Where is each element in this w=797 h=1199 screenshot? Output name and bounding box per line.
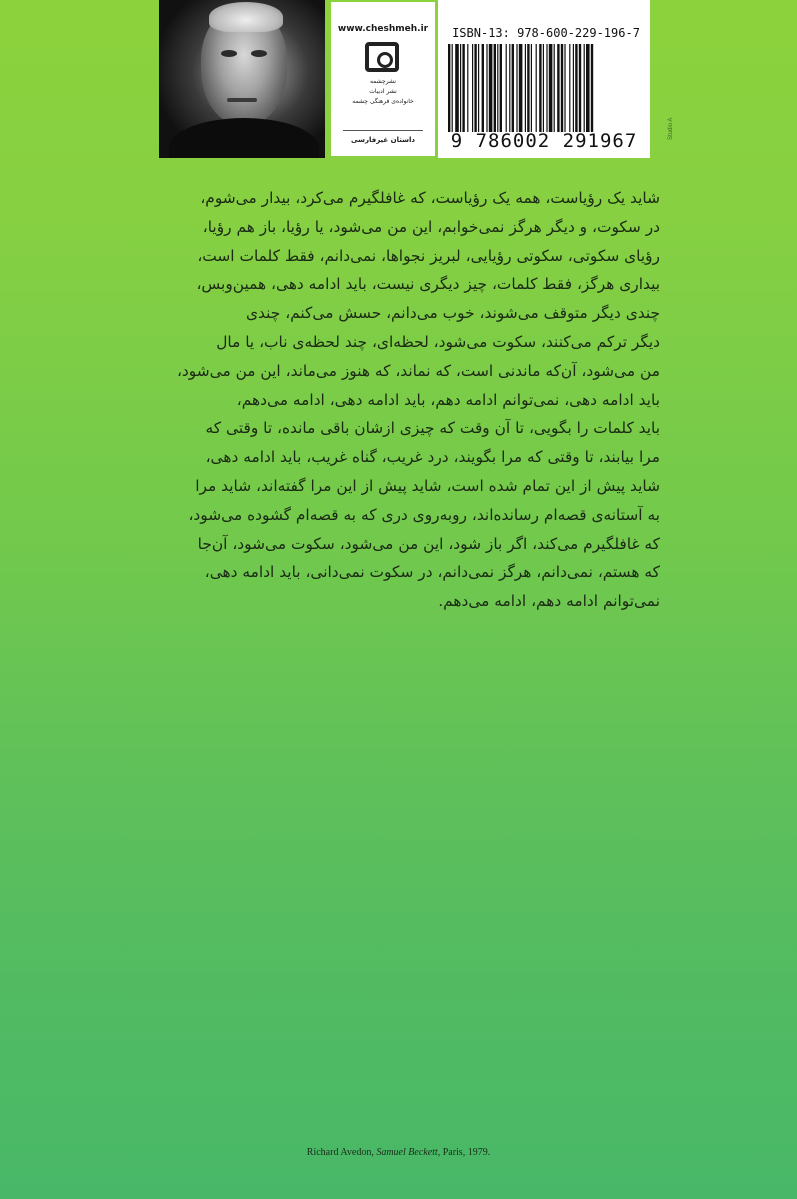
barcode-bar xyxy=(525,44,526,132)
barcode-bar xyxy=(554,44,555,132)
barcode-bar xyxy=(472,44,473,132)
excerpt-line: که غافلگیرم می‌کند، اگر باز شود، این من می‌شود، سکوت می‌شود، آن‌جا xyxy=(197,534,660,553)
excerpt-line: رؤیای سکوتی، سکوتی رؤیایی، لبریز نجواها، نمی‌دانم، فقط کلمات است، xyxy=(197,246,660,265)
barcode-bar xyxy=(489,44,493,132)
publisher-url: www.cheshmeh.ir xyxy=(337,24,429,34)
isbn-label: ISBN-13: 978-600-229-196-7 xyxy=(452,26,640,40)
barcode-bar xyxy=(486,44,487,132)
excerpt-line: مرا بیابند، تا وقتی که مرا بگویند، درد غریب، گناه غریب، باید ادامه دهی، xyxy=(205,448,660,467)
back-cover-excerpt xyxy=(150,184,660,616)
barcode-bar xyxy=(564,44,565,132)
publisher-genre: داستان غیرفارسی xyxy=(351,136,415,144)
barcode-bar xyxy=(531,44,532,132)
excerpt-line: که هستم، نمی‌دانم، هرگز نمی‌دانم، در سکوت نمی‌دانی، باید ادامه دهی، xyxy=(204,563,660,582)
excerpt-line: شاید پیش از این تمام شده است، شاید پیش از این مرا گفته‌اند، شاید مرا xyxy=(195,476,660,495)
photo-credit-place-date: , Paris, 1979. xyxy=(437,1147,491,1158)
barcode-bar xyxy=(516,44,517,132)
barcode-bar xyxy=(546,44,547,132)
barcode-bars xyxy=(448,44,638,132)
portrait-hair xyxy=(209,2,283,32)
barcode-bar xyxy=(579,44,581,132)
barcode-bar xyxy=(509,44,510,132)
author-portrait-photo xyxy=(159,0,325,158)
portrait-eye-left xyxy=(221,50,237,57)
barcode-bar xyxy=(452,44,453,132)
barcode-bar xyxy=(462,44,464,132)
excerpt-line: دیگر ترکم می‌کنند، سکوت می‌شود، لحظه‌ای، چند لحظه‌ی ناب، یا مال xyxy=(216,332,660,351)
barcode-bar xyxy=(543,44,544,132)
barcode-bar xyxy=(478,44,479,132)
barcode-bar xyxy=(474,44,476,132)
photo-credit-title: Samuel Beckett xyxy=(376,1147,438,1158)
barcode-bar xyxy=(539,44,541,132)
photo-credit-photographer: Richard Avedon, xyxy=(306,1147,377,1158)
barcode-bar xyxy=(467,44,468,132)
publisher-logo-panel xyxy=(331,2,435,156)
excerpt-line: باید کلمات را بگویی، تا آن وقت که چیزی ازشان باقی مانده، تا وقتی که xyxy=(205,419,660,438)
portrait-shoulders xyxy=(169,118,319,158)
barcode-bar xyxy=(455,44,459,132)
portrait-mouth xyxy=(227,98,257,102)
barcode-bar xyxy=(482,44,484,132)
barcode-bar xyxy=(586,44,590,132)
publisher-line-2: نشر ادبیات xyxy=(369,88,397,95)
publisher-line-3: خانواده‌ی فرهنگی چشمه xyxy=(352,98,414,105)
excerpt-line: من می‌شود، آن‌که ماندنی است، که نماند، که هنوز می‌ماند، این من می‌شود، xyxy=(176,361,660,380)
excerpt-line: شاید یک رؤیاست، همه یک رؤیاست، که غافلگیرم می‌کرد، بیدار می‌شوم، xyxy=(200,189,660,207)
barcode-bar xyxy=(549,44,553,132)
publisher-logo-icon xyxy=(365,42,399,72)
barcode-bar xyxy=(591,44,593,132)
barcode-panel xyxy=(438,0,650,158)
barcode-bar xyxy=(536,44,537,132)
publisher-divider xyxy=(343,130,423,131)
barcode-bar xyxy=(557,44,559,132)
portrait-eye-right xyxy=(251,50,267,57)
excerpt-line: به آستانه‌ی قصه‌ام رسانده‌اند، روبه‌روی دری که به قصه‌ام گشوده می‌شود، xyxy=(188,505,660,524)
barcode-bar xyxy=(494,44,496,132)
excerpt-line: در سکوت، و دیگر هرگز نمی‌خوابم، این من می‌شود، یا رؤیا، باز هم رؤیا، xyxy=(202,217,660,236)
top-band xyxy=(0,0,797,160)
publisher-line-1: نشرچشمه xyxy=(369,78,397,85)
studio-credit: Studio A xyxy=(668,117,674,140)
barcode-bar xyxy=(448,44,450,132)
barcode-bar xyxy=(527,44,529,132)
barcode-bar xyxy=(506,44,507,132)
excerpt-line: چندی دیگر متوقف می‌شوند، خوب می‌دانم، حسش می‌کنم، چندی xyxy=(246,304,660,323)
barcode-bar xyxy=(519,44,523,132)
barcode-bar xyxy=(584,44,585,132)
barcode-bar xyxy=(460,44,461,132)
barcode-bar xyxy=(575,44,577,132)
excerpt-line: بیداری هرگز، فقط کلمات، چیز دیگری نیست، باید ادامه دهی، همین‌وبس، xyxy=(196,275,660,294)
barcode-bar xyxy=(512,44,514,132)
excerpt-line: نمی‌توانم ادامه دهم، ادامه می‌دهم. xyxy=(438,592,660,611)
barcode-bar xyxy=(561,44,563,132)
barcode-digits: 9 786002 291967 xyxy=(450,130,638,152)
barcode-bar xyxy=(569,44,570,132)
barcode-bar xyxy=(573,44,574,132)
excerpt-line: باید ادامه دهی، نمی‌توانم ادامه دهم، باید ادامه دهی، ادامه می‌دهم، xyxy=(236,390,660,409)
barcode-bar xyxy=(497,44,498,132)
barcode-bar xyxy=(500,44,502,132)
photo-credit xyxy=(0,1147,797,1158)
